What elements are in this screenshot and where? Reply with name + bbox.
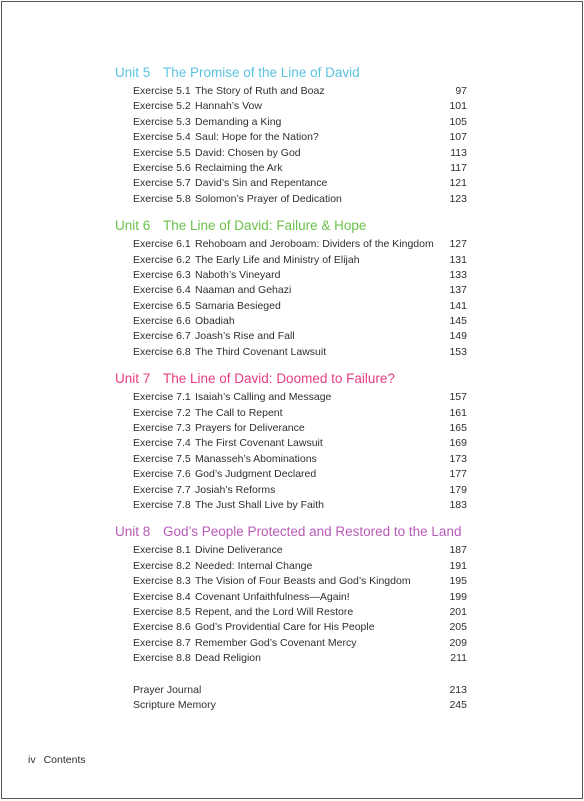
exercise-number: Exercise 6.8: [133, 345, 191, 358]
appendix-entries: [115, 683, 467, 714]
exercise-number: Exercise 5.5: [133, 146, 191, 159]
page-number: 133: [449, 268, 467, 281]
toc-entry: [115, 390, 467, 405]
exercise-number: Exercise 7.8: [133, 498, 191, 511]
page-number: 153: [449, 345, 467, 358]
page-number: 177: [449, 468, 467, 481]
exercise-title: Hannah’s Vow: [195, 100, 262, 113]
exercise-number: Exercise 8.8: [133, 652, 191, 665]
page-number: 165: [449, 422, 467, 435]
unit-section: [115, 64, 467, 207]
unit-section: [115, 217, 467, 360]
page-number: 245: [449, 698, 467, 711]
toc-entry: [115, 452, 467, 467]
footer-page-number: iv: [28, 754, 36, 766]
exercise-number: Exercise 5.1: [133, 85, 191, 97]
exercise-title: Samaria Besieged: [195, 299, 281, 312]
toc-entry: [115, 651, 467, 666]
toc-entry: [115, 590, 467, 605]
page-number: 173: [449, 452, 467, 465]
exercise-title: Reclaiming the Ark: [195, 161, 283, 174]
exercise-title: Isaiah’s Calling and Message: [195, 391, 332, 404]
toc-entry: [115, 483, 467, 498]
toc-entry: [115, 314, 467, 329]
exercise-number: Exercise 7.3: [133, 422, 191, 435]
toc-entry: [115, 176, 467, 191]
page-number: 157: [449, 391, 467, 404]
page-number: 101: [449, 100, 467, 113]
page-number: 213: [449, 683, 467, 696]
page-number: 127: [449, 238, 467, 251]
exercise-number: Exercise 7.1: [133, 391, 191, 404]
exercise-title: Josiah’s Reforms: [195, 483, 276, 496]
exercise-title: Needed: Internal Change: [195, 559, 313, 572]
toc-entry: [115, 283, 467, 298]
appendix-title: Scripture Memory: [133, 698, 216, 711]
exercise-title: Remember God’s Covenant Mercy: [195, 636, 357, 649]
exercise-title: Naaman and Gehazi: [195, 284, 292, 297]
page-number: 187: [449, 544, 467, 557]
toc-entry: [115, 268, 467, 283]
exercise-title: The Early Life and Ministry of Elijah: [195, 253, 360, 266]
toc-entry: [115, 559, 467, 574]
unit-title: The Line of David: Failure & Hope: [163, 218, 367, 234]
toc-entry: [115, 683, 467, 698]
unit-number: Unit 5: [115, 65, 151, 80]
exercise-title: Covenant Unfaithfulness—Again!: [195, 590, 350, 603]
toc-entry: [115, 605, 467, 620]
toc-entry: [115, 574, 467, 589]
exercise-number: Exercise 5.8: [133, 192, 191, 205]
toc-entry: [115, 253, 467, 268]
exercise-title: Divine Deliverance: [195, 544, 283, 557]
page-number: 205: [449, 621, 467, 634]
toc-entry: [115, 146, 467, 161]
page-footer: [28, 754, 86, 766]
exercise-number: Exercise 8.6: [133, 621, 191, 634]
unit-heading: [115, 370, 467, 388]
exercise-number: Exercise 8.3: [133, 575, 191, 588]
exercise-title: Joash’s Rise and Fall: [195, 330, 295, 343]
exercise-number: Exercise 6.3: [133, 268, 191, 281]
exercise-title: God’s Judgment Declared: [195, 468, 317, 481]
exercise-number: Exercise 6.1: [133, 238, 191, 251]
exercise-title: The Third Covenant Lawsuit: [195, 345, 327, 358]
unit-number: Unit 8: [115, 524, 151, 540]
unit-heading: [115, 523, 467, 541]
exercise-number: Exercise 6.6: [133, 315, 191, 328]
toc-entry: [115, 84, 467, 99]
exercise-number: Exercise 5.7: [133, 177, 191, 190]
page-number: 107: [449, 131, 467, 144]
toc-entry: [115, 436, 467, 451]
page-number: 141: [449, 299, 467, 312]
exercise-number: Exercise 6.2: [133, 253, 191, 266]
toc-entry: [115, 421, 467, 436]
page-number: 113: [450, 146, 467, 159]
unit-number: Unit 6: [115, 218, 151, 234]
page-number: 209: [449, 636, 467, 649]
exercise-number: Exercise 6.5: [133, 299, 191, 312]
exercise-number: Exercise 8.1: [133, 544, 191, 557]
toc-entry: [115, 636, 467, 651]
page-number: 191: [449, 559, 467, 572]
exercise-title: Obadiah: [195, 315, 235, 328]
exercise-title: God’s Providential Care for His People: [195, 621, 375, 634]
toc-entry: [115, 620, 467, 635]
page-number: 149: [449, 330, 467, 343]
exercise-title: The First Covenant Lawsuit: [195, 437, 323, 450]
unit-section: [115, 523, 467, 666]
exercise-title: The Call to Repent: [195, 406, 283, 419]
exercise-title: Repent, and the Lord Will Restore: [195, 605, 354, 618]
unit-section: [115, 370, 467, 513]
toc-entry: [115, 99, 467, 114]
unit-heading: [115, 64, 467, 82]
page-number: 201: [449, 605, 467, 618]
page-number: 161: [449, 406, 467, 419]
toc-entry: [115, 237, 467, 252]
exercise-title: Prayers for Deliverance: [195, 422, 305, 435]
exercise-number: Exercise 5.4: [133, 131, 191, 144]
page-number: 137: [449, 284, 467, 297]
page-number: 169: [449, 437, 467, 450]
exercise-number: Exercise 8.4: [133, 590, 191, 603]
exercise-number: Exercise 8.2: [133, 559, 191, 572]
toc-entry: [115, 299, 467, 314]
exercise-title: The Story of Ruth and Boaz: [195, 85, 325, 97]
unit-heading: [115, 217, 467, 235]
page-number: 123: [449, 192, 467, 205]
page-number: 117: [450, 161, 467, 174]
appendix-title: Prayer Journal: [133, 683, 202, 696]
unit-title: The Promise of the Line of David: [163, 65, 360, 80]
exercise-number: Exercise 7.6: [133, 468, 191, 481]
unit-title: The Line of David: Doomed to Failure?: [163, 371, 395, 387]
exercise-title: Rehoboam and Jeroboam: Dividers of the Kingdom: [195, 238, 434, 251]
toc-entry: [115, 161, 467, 176]
toc-entry: [115, 498, 467, 513]
toc-entry: [115, 467, 467, 482]
exercise-number: Exercise 5.3: [133, 115, 191, 128]
exercise-title: David’s Sin and Repentance: [195, 177, 328, 190]
exercise-number: Exercise 8.7: [133, 636, 191, 649]
exercise-title: The Just Shall Live by Faith: [195, 498, 324, 511]
exercise-title: Dead Religion: [195, 652, 261, 665]
page-number: 183: [449, 498, 467, 511]
page-number: 195: [449, 575, 467, 588]
toc-entry: [115, 115, 467, 130]
page-number: 97: [455, 85, 467, 97]
toc-entry: [115, 543, 467, 558]
exercise-number: Exercise 8.5: [133, 605, 191, 618]
exercise-number: Exercise 5.6: [133, 161, 191, 174]
exercise-title: Saul: Hope for the Nation?: [195, 131, 319, 144]
exercise-title: Naboth’s Vineyard: [195, 268, 281, 281]
footer-label: Contents: [43, 754, 86, 766]
exercise-number: Exercise 6.4: [133, 284, 191, 297]
page-number: 179: [449, 483, 467, 496]
exercise-title: David: Chosen by God: [195, 146, 301, 159]
toc-entry: [115, 406, 467, 421]
toc-entry: [115, 130, 467, 145]
table-of-contents: [115, 64, 467, 713]
exercise-number: Exercise 7.7: [133, 483, 191, 496]
unit-number: Unit 7: [115, 371, 151, 387]
exercise-number: Exercise 6.7: [133, 330, 191, 343]
exercise-number: Exercise 7.2: [133, 406, 191, 419]
page-number: 131: [449, 253, 467, 266]
toc-entry: [115, 329, 467, 344]
page-number: 199: [449, 590, 467, 603]
unit-title: God’s People Protected and Restored to the Land: [163, 524, 462, 540]
exercise-number: Exercise 7.4: [133, 437, 191, 450]
exercise-number: Exercise 5.2: [133, 100, 191, 113]
contents-page: [1, 1, 583, 799]
toc-entry: [115, 345, 467, 360]
page-number: 121: [449, 177, 467, 190]
exercise-title: Demanding a King: [195, 115, 282, 128]
page-number: 145: [449, 315, 467, 328]
exercise-title: Solomon’s Prayer of Dedication: [195, 192, 342, 205]
exercise-number: Exercise 7.5: [133, 452, 191, 465]
toc-entry: [115, 192, 467, 207]
exercise-title: The Vision of Four Beasts and God’s Kingdom: [195, 575, 411, 588]
page-number: 211: [450, 652, 467, 665]
exercise-title: Manasseh’s Abominations: [195, 452, 317, 465]
toc-entry: [115, 698, 467, 713]
page-number: 105: [449, 115, 467, 128]
